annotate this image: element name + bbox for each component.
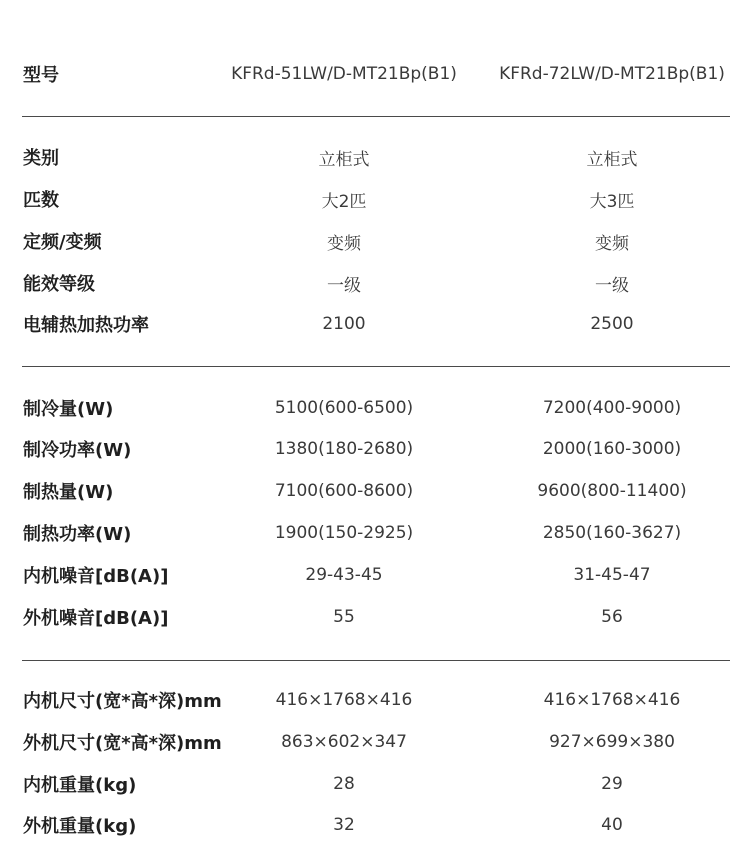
row-label: 外机重量(kg) xyxy=(23,816,137,837)
row-label: 内机重量(kg) xyxy=(23,775,137,796)
row-label: 内机噪音[dB(A)] xyxy=(23,566,169,587)
row-label: 定频/变频 xyxy=(23,232,102,253)
row-label: 型号 xyxy=(23,65,59,86)
spec-row-cooling-capacity xyxy=(0,387,750,429)
model-row xyxy=(0,52,750,96)
row-label: 制冷功率(W) xyxy=(23,440,132,461)
spec-row-type xyxy=(0,136,750,178)
spec-row-outdoor-weight xyxy=(0,804,750,846)
spec-row-indoor-noise xyxy=(0,554,750,596)
row-value-1: 1900(150-2925) xyxy=(274,523,414,543)
row-value-1: 大2匹 xyxy=(321,191,367,212)
row-label: 匹数 xyxy=(23,190,59,211)
divider xyxy=(22,116,730,117)
divider xyxy=(22,660,730,661)
row-value-2: 一级 xyxy=(595,275,629,296)
row-value-2: 56 xyxy=(601,607,623,627)
row-value-2: 29 xyxy=(601,774,623,794)
spec-row-heating-power xyxy=(0,512,750,554)
row-label: 制热功率(W) xyxy=(23,524,132,545)
row-value-2: 立柜式 xyxy=(586,149,638,170)
row-value-2: 927×699×380 xyxy=(549,732,675,752)
row-label: 电辅热加热功率 xyxy=(23,315,149,336)
row-value-1: 2100 xyxy=(322,314,366,334)
spec-row-cooling-power xyxy=(0,428,750,470)
spec-row-horsepower xyxy=(0,178,750,220)
row-value-1: 1380(180-2680) xyxy=(274,439,414,459)
model-value-1: KFRd-51LW/D-MT21Bp(B1) xyxy=(231,64,457,84)
row-value-2: 2500 xyxy=(590,314,634,334)
spec-row-indoor-dimensions xyxy=(0,679,750,721)
spec-row-indoor-weight xyxy=(0,763,750,805)
row-value-2: 大3匹 xyxy=(589,191,635,212)
row-value-2: 变频 xyxy=(595,233,629,254)
model-value-2: KFRd-72LW/D-MT21Bp(B1) xyxy=(499,64,725,84)
row-value-1: 28 xyxy=(333,774,355,794)
row-label: 类别 xyxy=(23,148,59,169)
row-label: 外机尺寸(宽*高*深)mm xyxy=(23,733,222,754)
row-value-1: 416×1768×416 xyxy=(275,690,413,710)
spec-row-outdoor-noise xyxy=(0,596,750,638)
row-value-2: 31-45-47 xyxy=(573,565,651,585)
row-value-1: 一级 xyxy=(327,275,361,296)
row-label: 制冷量(W) xyxy=(23,399,114,420)
row-value-2: 9600(800-11400) xyxy=(537,481,687,501)
row-value-1: 5100(600-6500) xyxy=(274,398,414,418)
row-value-1: 变频 xyxy=(327,233,361,254)
row-value-2: 2000(160-3000) xyxy=(542,439,682,459)
divider xyxy=(22,366,730,367)
spec-row-aux-heating xyxy=(0,303,750,345)
row-value-1: 立柜式 xyxy=(318,149,370,170)
row-value-1: 863×602×347 xyxy=(281,732,407,752)
row-value-1: 29-43-45 xyxy=(305,565,383,585)
spec-row-heating-capacity xyxy=(0,470,750,512)
row-label: 内机尺寸(宽*高*深)mm xyxy=(23,691,222,712)
row-value-2: 7200(400-9000) xyxy=(542,398,682,418)
row-label: 能效等级 xyxy=(23,274,95,295)
row-value-1: 7100(600-8600) xyxy=(274,481,414,501)
row-value-2: 416×1768×416 xyxy=(543,690,681,710)
row-value-2: 40 xyxy=(601,815,623,835)
row-value-2: 2850(160-3627) xyxy=(542,523,682,543)
row-value-1: 55 xyxy=(333,607,355,627)
spec-row-energy-grade xyxy=(0,262,750,304)
row-label: 外机噪音[dB(A)] xyxy=(23,608,169,629)
row-value-1: 32 xyxy=(333,815,355,835)
spec-row-outdoor-dimensions xyxy=(0,721,750,763)
row-label: 制热量(W) xyxy=(23,482,114,503)
spec-row-inverter xyxy=(0,220,750,262)
